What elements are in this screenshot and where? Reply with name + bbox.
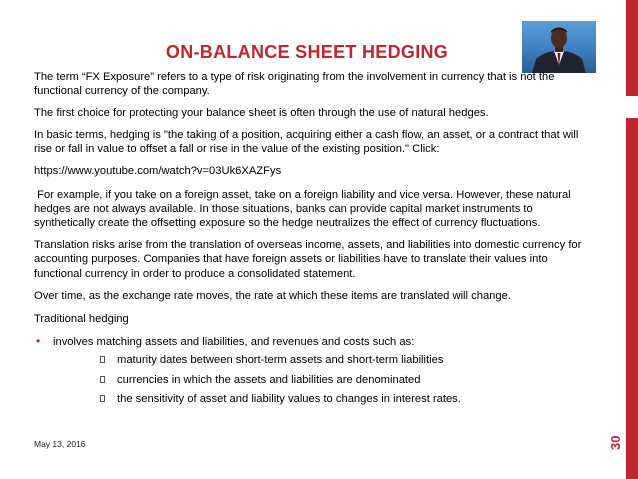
sub-bullet-item xyxy=(34,373,594,387)
accent-bar-notch xyxy=(626,96,638,118)
slide-body xyxy=(34,70,594,411)
bullet-dot-icon: • xyxy=(36,334,41,349)
square-bullet-icon xyxy=(100,395,105,402)
page-number: 30 xyxy=(608,435,623,450)
paragraph-example: For example, if you take on a foreign asset, take on a foreign liability and vice versa. However, these natural hedges are not always available. In those situations, banks can provide capital market instruments to synthetically create the offsetting exposure so the hedge neutralizes the effect of currency fluctuations. xyxy=(34,188,574,230)
bullet-text: involves matching assets and liabilities, and revenues and costs such as: xyxy=(53,336,415,349)
video-link[interactable]: https://www.youtube.com/watch?v=03Uk6XAZFys xyxy=(34,165,282,178)
square-bullet-icon xyxy=(100,356,105,363)
sub-bullet-item xyxy=(34,353,594,367)
paragraph-traditional-hedging: Traditional hedging xyxy=(34,312,129,325)
sub-bullet-item xyxy=(34,392,594,406)
square-bullet-icon xyxy=(100,376,105,383)
paragraph-fx-exposure: The term “FX Exposure” refers to a type of risk originating from the involvement in currency that is not the functional currency of the company. xyxy=(34,71,555,98)
bullet-item xyxy=(34,335,594,349)
paragraph-translation-risk: Translation risks arise from the translation of overseas income, assets, and liabilities into domestic currency for accounting purposes. Companies that have foreign assets or liabilities have to translate their values into functional currency in order to produce a consolidated statement. xyxy=(34,239,582,280)
paragraph-hedging-definition: In basic terms, hedging is "the taking of a position, acquiring either a cash flow, an asset, or a contract that will rise or fall in value to offset a fall or rise in the value of the existing position." Click: xyxy=(34,129,579,156)
slide-date: May 13, 2016 xyxy=(34,439,86,449)
slide-title: ON-BALANCE SHEET HEDGING xyxy=(165,42,449,62)
paragraph-exchange-rate: Over time, as the exchange rate moves, the rate at which these items are translated will change. xyxy=(34,289,511,302)
sub-bullet-text: maturity dates between short-term assets and short-term liabilities xyxy=(117,354,444,367)
sub-bullet-text: the sensitivity of asset and liability values to changes in interest rates. xyxy=(117,393,461,406)
sub-bullet-text: currencies in which the assets and liabilities are denominated xyxy=(117,373,421,386)
right-accent-bar xyxy=(626,0,638,479)
paragraph-natural-hedges: The first choice for protecting your balance sheet is often through the use of natural hedges. xyxy=(34,107,489,120)
